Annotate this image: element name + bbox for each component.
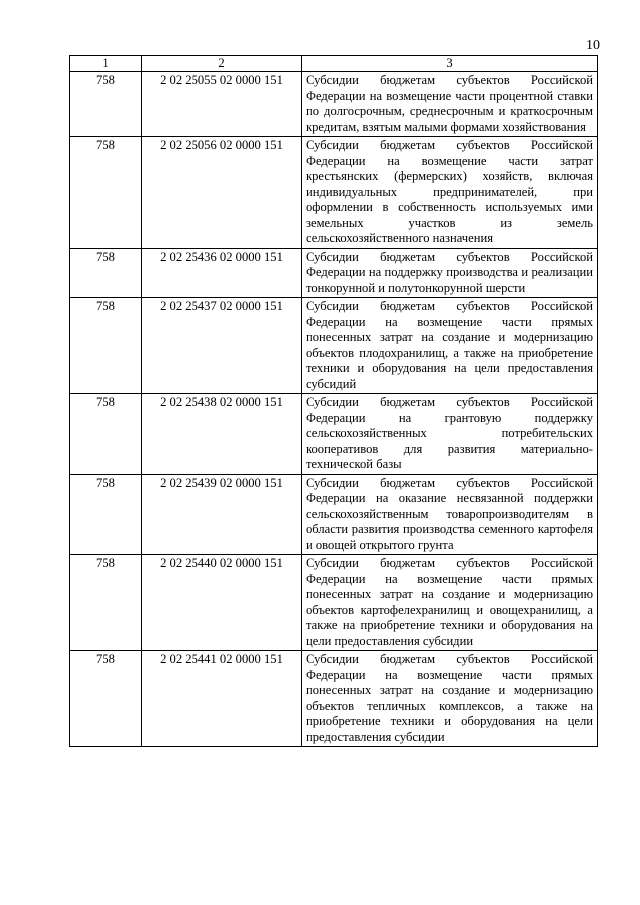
table-row [70, 394, 598, 475]
income-description-cell: Субсидии бюджетам субъектов Российской Федерации на возмещение части прямых понесенных затрат на создание и модернизацию объектов тепличных комплексов, а также на приобретение техники и оборудования на цели предоставления субсидии [302, 651, 598, 747]
budget-classification-code-cell: 2 02 25439 02 0000 151 [142, 474, 302, 555]
income-description-cell: Субсидии бюджетам субъектов Российской Федерации на поддержку производства и реализации тонкорунной и полутонкорунной шерсти [302, 248, 598, 298]
budget-classification-code-cell: 2 02 25437 02 0000 151 [142, 298, 302, 394]
admin-code-cell: 758 [70, 651, 142, 747]
income-description-cell: Субсидии бюджетам субъектов Российской Федерации на возмещение части прямых понесенных затрат на создание и модернизацию объектов картофелехранилищ и овощехранилищ, а также на приобретение техники и оборудования на цели предоставления субсидии [302, 555, 598, 651]
budget-classification-code-cell: 2 02 25056 02 0000 151 [142, 137, 302, 249]
admin-code-cell: 758 [70, 72, 142, 137]
income-description-cell: Субсидии бюджетам субъектов Российской Федерации на возмещение части прямых понесенных затрат на создание и модернизацию объектов плодохранилищ, а также на приобретение техники и оборудования на цели предоставления субсидий [302, 298, 598, 394]
column-header-3: 3 [302, 56, 598, 72]
table-row [70, 137, 598, 249]
column-header-1: 1 [70, 56, 142, 72]
page-number: 10 [586, 38, 600, 53]
budget-codes-table [69, 55, 598, 747]
budget-classification-code-cell: 2 02 25438 02 0000 151 [142, 394, 302, 475]
admin-code-cell: 758 [70, 474, 142, 555]
table-row [70, 248, 598, 298]
income-description-cell: Субсидии бюджетам субъектов Российской Федерации на грантовую поддержку сельскохозяйственных потребительских кооперативов для развития материально-технической базы [302, 394, 598, 475]
admin-code-cell: 758 [70, 394, 142, 475]
table-row [70, 298, 598, 394]
budget-classification-code-cell: 2 02 25436 02 0000 151 [142, 248, 302, 298]
admin-code-cell: 758 [70, 137, 142, 249]
income-description-cell: Субсидии бюджетам субъектов Российской Федерации на возмещение части затрат крестьянских (фермерских) хозяйств, включая индивидуальных предпринимателей, при оформлении в собственность используемых ими земельных участков из земель сельскохозяйственного назначения [302, 137, 598, 249]
budget-classification-code-cell: 2 02 25441 02 0000 151 [142, 651, 302, 747]
table-row [70, 72, 598, 137]
admin-code-cell: 758 [70, 248, 142, 298]
admin-code-cell: 758 [70, 555, 142, 651]
admin-code-cell: 758 [70, 298, 142, 394]
table-row [70, 474, 598, 555]
budget-classification-code-cell: 2 02 25055 02 0000 151 [142, 72, 302, 137]
income-description-cell: Субсидии бюджетам субъектов Российской Федерации на оказание несвязанной поддержки сельскохозяйственным товаропроизводителям в области развития производства семенного картофеля и овощей открытого грунта [302, 474, 598, 555]
column-header-2: 2 [142, 56, 302, 72]
table-row [70, 555, 598, 651]
budget-classification-code-cell: 2 02 25440 02 0000 151 [142, 555, 302, 651]
income-description-cell: Субсидии бюджетам субъектов Российской Федерации на возмещение части процентной ставки по долгосрочным, среднесрочным и краткосрочным кредитам, взятым малыми формами хозяйствования [302, 72, 598, 137]
table-row [70, 651, 598, 747]
table-header-row [70, 56, 598, 72]
